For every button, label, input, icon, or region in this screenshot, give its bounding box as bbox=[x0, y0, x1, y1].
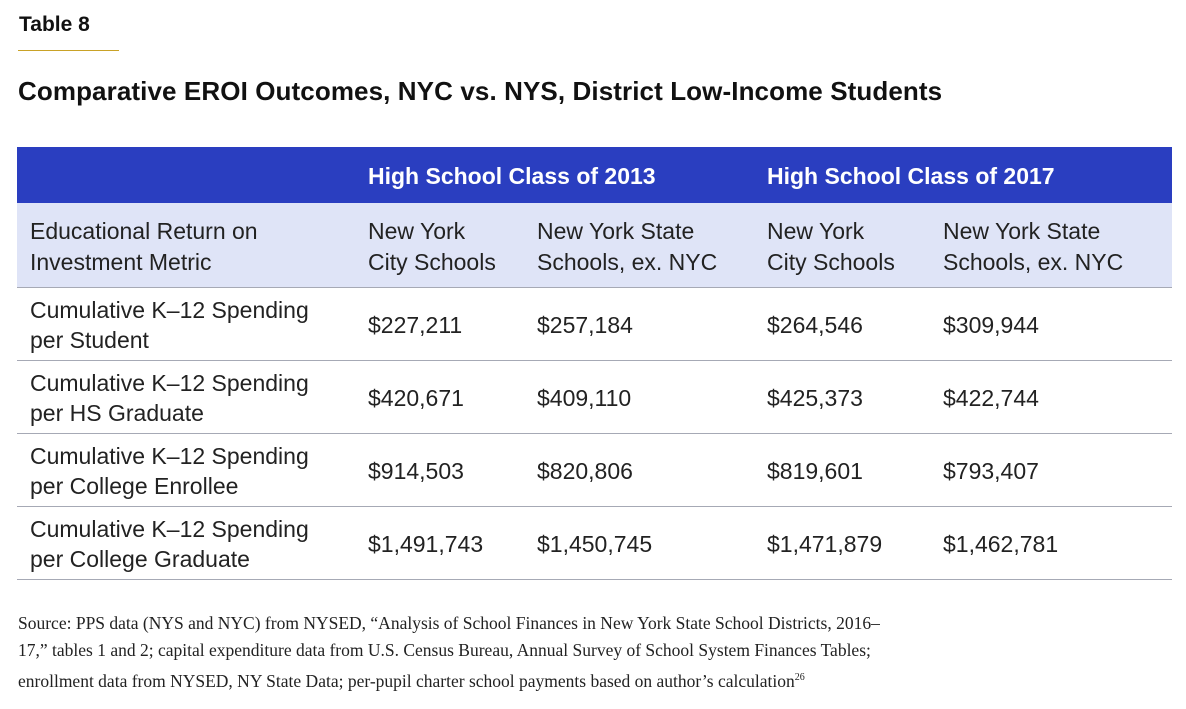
cell-nyc-2017: $819,601 bbox=[767, 458, 863, 484]
row-metric bbox=[30, 514, 309, 574]
header-class-2013: High School Class of 2013 bbox=[368, 163, 656, 189]
subheader-nys-2017-line2: Schools, ex. NYC bbox=[943, 249, 1124, 275]
cell-nys-2017: $1,462,781 bbox=[943, 531, 1059, 557]
subheader-nyc-2017 bbox=[767, 216, 895, 278]
row-metric-line2: per HS Graduate bbox=[30, 400, 204, 426]
source-line2: 17,” tables 1 and 2; capital expenditure data from U.S. Census Bureau, Annual Survey of School System Finances Tables; bbox=[18, 640, 871, 660]
row-metric bbox=[30, 368, 309, 428]
row-metric-line2: per College Graduate bbox=[30, 546, 250, 572]
row-metric-line1: Cumulative K–12 Spending bbox=[30, 443, 309, 469]
table-subheader-row bbox=[17, 203, 1172, 288]
row-metric-line2: per Student bbox=[30, 327, 149, 353]
source-line3: enrollment data from NYSED, NY State Data; per-pupil charter school payments based on author’s calculation bbox=[18, 671, 795, 691]
row-metric-line1: Cumulative K–12 Spending bbox=[30, 297, 309, 323]
subheader-nyc-2013-line1: New York bbox=[368, 218, 466, 244]
cell-nys-2017: $309,944 bbox=[943, 312, 1039, 338]
cell-nyc-2013: $227,211 bbox=[368, 312, 463, 338]
footnote-marker[interactable]: 26 bbox=[794, 672, 805, 683]
subheader-nys-2013-line2: Schools, ex. NYC bbox=[537, 249, 718, 275]
label-underline bbox=[18, 50, 119, 51]
table-row bbox=[17, 361, 1172, 434]
subheader-metric-line1: Educational Return on bbox=[30, 218, 258, 244]
cell-nyc-2017: $264,546 bbox=[767, 312, 863, 338]
row-metric bbox=[30, 295, 309, 355]
cell-nyc-2013: $1,491,743 bbox=[368, 531, 484, 557]
subheader-nys-2017 bbox=[943, 216, 1123, 278]
table-label: Table 8 bbox=[19, 13, 90, 36]
table-title: Comparative EROI Outcomes, NYC vs. NYS, District Low-Income Students bbox=[18, 76, 943, 106]
cell-nys-2017: $793,407 bbox=[943, 458, 1039, 484]
subheader-nys-2013 bbox=[537, 216, 717, 278]
table-row bbox=[17, 434, 1172, 507]
table-header-row bbox=[17, 147, 1172, 203]
eroi-table bbox=[17, 147, 1172, 580]
subheader-metric-line2: Investment Metric bbox=[30, 249, 212, 275]
cell-nys-2013: $409,110 bbox=[537, 385, 632, 411]
table-row bbox=[17, 507, 1172, 580]
row-metric bbox=[30, 441, 309, 501]
row-metric-line2: per College Enrollee bbox=[30, 473, 239, 499]
subheader-nys-2017-line1: New York State bbox=[943, 218, 1101, 244]
cell-nys-2017: $422,744 bbox=[943, 385, 1039, 411]
cell-nys-2013: $257,184 bbox=[537, 312, 633, 338]
cell-nys-2013: $820,806 bbox=[537, 458, 633, 484]
cell-nys-2013: $1,450,745 bbox=[537, 531, 653, 557]
cell-nyc-2013: $914,503 bbox=[368, 458, 464, 484]
cell-nyc-2017: $425,373 bbox=[767, 385, 863, 411]
subheader-nyc-2013-line2: City Schools bbox=[368, 249, 496, 275]
row-metric-line1: Cumulative K–12 Spending bbox=[30, 516, 309, 542]
subheader-nyc-2013 bbox=[368, 216, 496, 278]
row-metric-line1: Cumulative K–12 Spending bbox=[30, 370, 309, 396]
header-class-2017: High School Class of 2017 bbox=[767, 163, 1055, 189]
subheader-nyc-2017-line2: City Schools bbox=[767, 249, 895, 275]
source-line1: Source: PPS data (NYS and NYC) from NYSED, “Analysis of School Finances in New York State School Districts, 2016– bbox=[18, 613, 880, 633]
subheader-metric bbox=[30, 216, 258, 278]
subheader-nyc-2017-line1: New York bbox=[767, 218, 865, 244]
cell-nyc-2013: $420,671 bbox=[368, 385, 464, 411]
table-row bbox=[17, 288, 1172, 361]
cell-nyc-2017: $1,471,879 bbox=[767, 531, 883, 557]
subheader-nys-2013-line1: New York State bbox=[537, 218, 695, 244]
source-note bbox=[18, 610, 1038, 695]
